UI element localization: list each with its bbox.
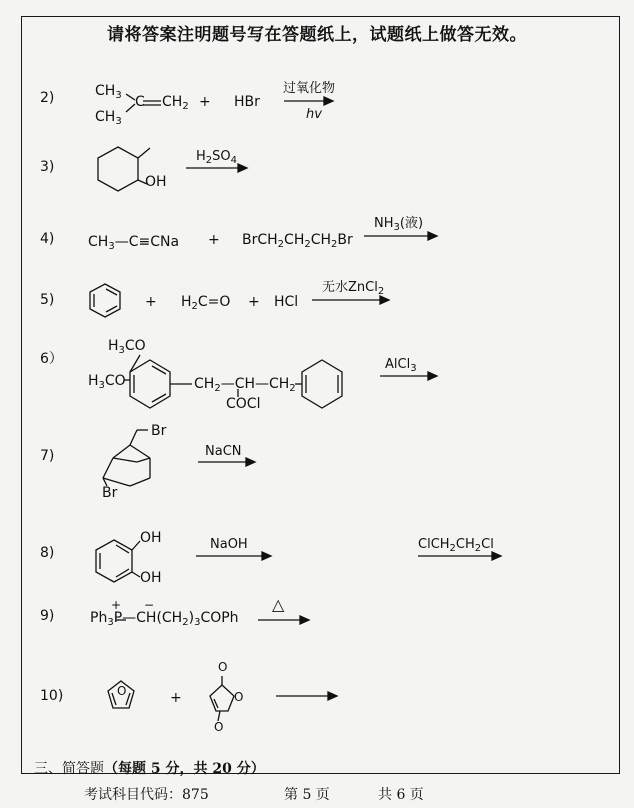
q9-minus-charge: −: [144, 598, 155, 612]
q8-hydroxyl-2: OH: [140, 570, 162, 586]
q9-heat-symbol: △: [272, 595, 285, 614]
q5-condition: 无水ZnCl$_2$: [322, 280, 385, 297]
q4-plus: +: [208, 232, 220, 248]
page-number: 第 5 页: [284, 787, 330, 803]
q10-number: 10): [40, 688, 64, 704]
q2-condition-bottom: hv: [306, 107, 322, 122]
q10-maleic-anhydride: [210, 676, 234, 721]
q5-benzene-ring: [90, 284, 120, 317]
q4-condition: $NH_3$(液): [374, 216, 424, 233]
q6-methoxy-left: $H_3CO$: [88, 373, 126, 391]
q3-hydroxyl: OH: [145, 174, 167, 190]
q6-dimethoxyphenyl-ring: [124, 355, 192, 408]
q10-carbonyl-o-bottom: O: [214, 720, 224, 734]
total-pages: 共 6 页: [378, 787, 424, 803]
q5-plus-2: +: [248, 294, 260, 310]
section-3-scoring: （每题 5 分，共 20 分）: [104, 761, 265, 777]
q2-condition-top: 过氧化物: [283, 81, 336, 96]
q6-phenyl-ring: [295, 360, 342, 408]
q4-arrowhead: [428, 232, 437, 240]
q8-condition: NaOH: [210, 537, 248, 552]
q5-arrowhead: [380, 296, 389, 304]
q4-acetylide: $CH_3—C\equiv CNa$: [88, 234, 180, 252]
q6-number: 6）: [40, 351, 63, 367]
q2-reagent: HBr: [234, 94, 260, 110]
q2-arrowhead: [324, 97, 333, 105]
q3-number: 3): [40, 159, 55, 175]
q10-arrowhead: [328, 692, 337, 700]
q8-number: 8): [40, 545, 55, 561]
q3-arrowhead: [238, 164, 247, 172]
q10-furan-oxygen: O: [117, 684, 127, 698]
q8-catechol-ring: [96, 540, 140, 582]
q2-alkene-carbon: C: [135, 94, 145, 110]
q2-plus: +: [199, 94, 211, 110]
exam-subject-code: 考试科目代码：875: [84, 787, 209, 803]
q6-chain: $CH_2—CH—CH_2$: [194, 376, 296, 394]
q7-condition: NaCN: [205, 444, 242, 459]
q10-carbonyl-o-top: O: [218, 660, 228, 674]
q2-ch3-top: $CH_3$: [95, 83, 122, 101]
q5-formaldehyde: $H_2C=O$: [181, 294, 231, 312]
q4-dibromopropane: $BrCH_2CH_2CH_2Br$: [242, 232, 353, 250]
q9-ylide: $Ph_3P—CH(CH_2)_3COPh$: [90, 610, 239, 628]
q7-number: 7): [40, 448, 55, 464]
q3-condition: $H_2SO_4$: [196, 149, 238, 166]
q6-acyl-chloride: COCl: [226, 396, 261, 412]
q7-bromine-top: Br: [151, 423, 167, 439]
q7-norbornane-structure: [103, 430, 150, 486]
q9-plus-charge: +: [111, 598, 122, 612]
q7-arrowhead: [246, 458, 255, 466]
q6-methoxy-top: $H_3CO$: [108, 338, 146, 356]
q9-number: 9): [40, 608, 55, 624]
section-3-heading: [34, 758, 265, 778]
q6-arrowhead: [428, 372, 437, 380]
q6-condition: AlCl$_3$: [385, 357, 417, 374]
q2-number: 2): [40, 90, 55, 106]
q2-ch2: $CH_2$: [162, 94, 189, 112]
q7-bromine-bottom: Br: [102, 485, 118, 501]
q10-plus: +: [170, 690, 182, 706]
q3-cyclohexane-ring: [98, 147, 150, 191]
q4-number: 4): [40, 231, 55, 247]
q10-ring-oxygen: O: [234, 690, 244, 704]
q8-reagent-2: $ClCH_2CH_2Cl$: [418, 537, 494, 554]
q5-number: 5): [40, 292, 55, 308]
q8-arrowhead-1: [262, 552, 271, 560]
q9-arrowhead: [300, 616, 309, 624]
q2-ch3-bottom: $CH_3$: [95, 109, 122, 127]
exam-notice: 请将答案注明题号写在答题纸上，试题纸上做答无效。: [107, 25, 527, 45]
section-3-title: 三、简答题: [34, 761, 104, 777]
q8-hydroxyl-1: OH: [140, 530, 162, 546]
q5-hcl: HCl: [274, 294, 299, 310]
q5-plus-1: +: [145, 294, 157, 310]
